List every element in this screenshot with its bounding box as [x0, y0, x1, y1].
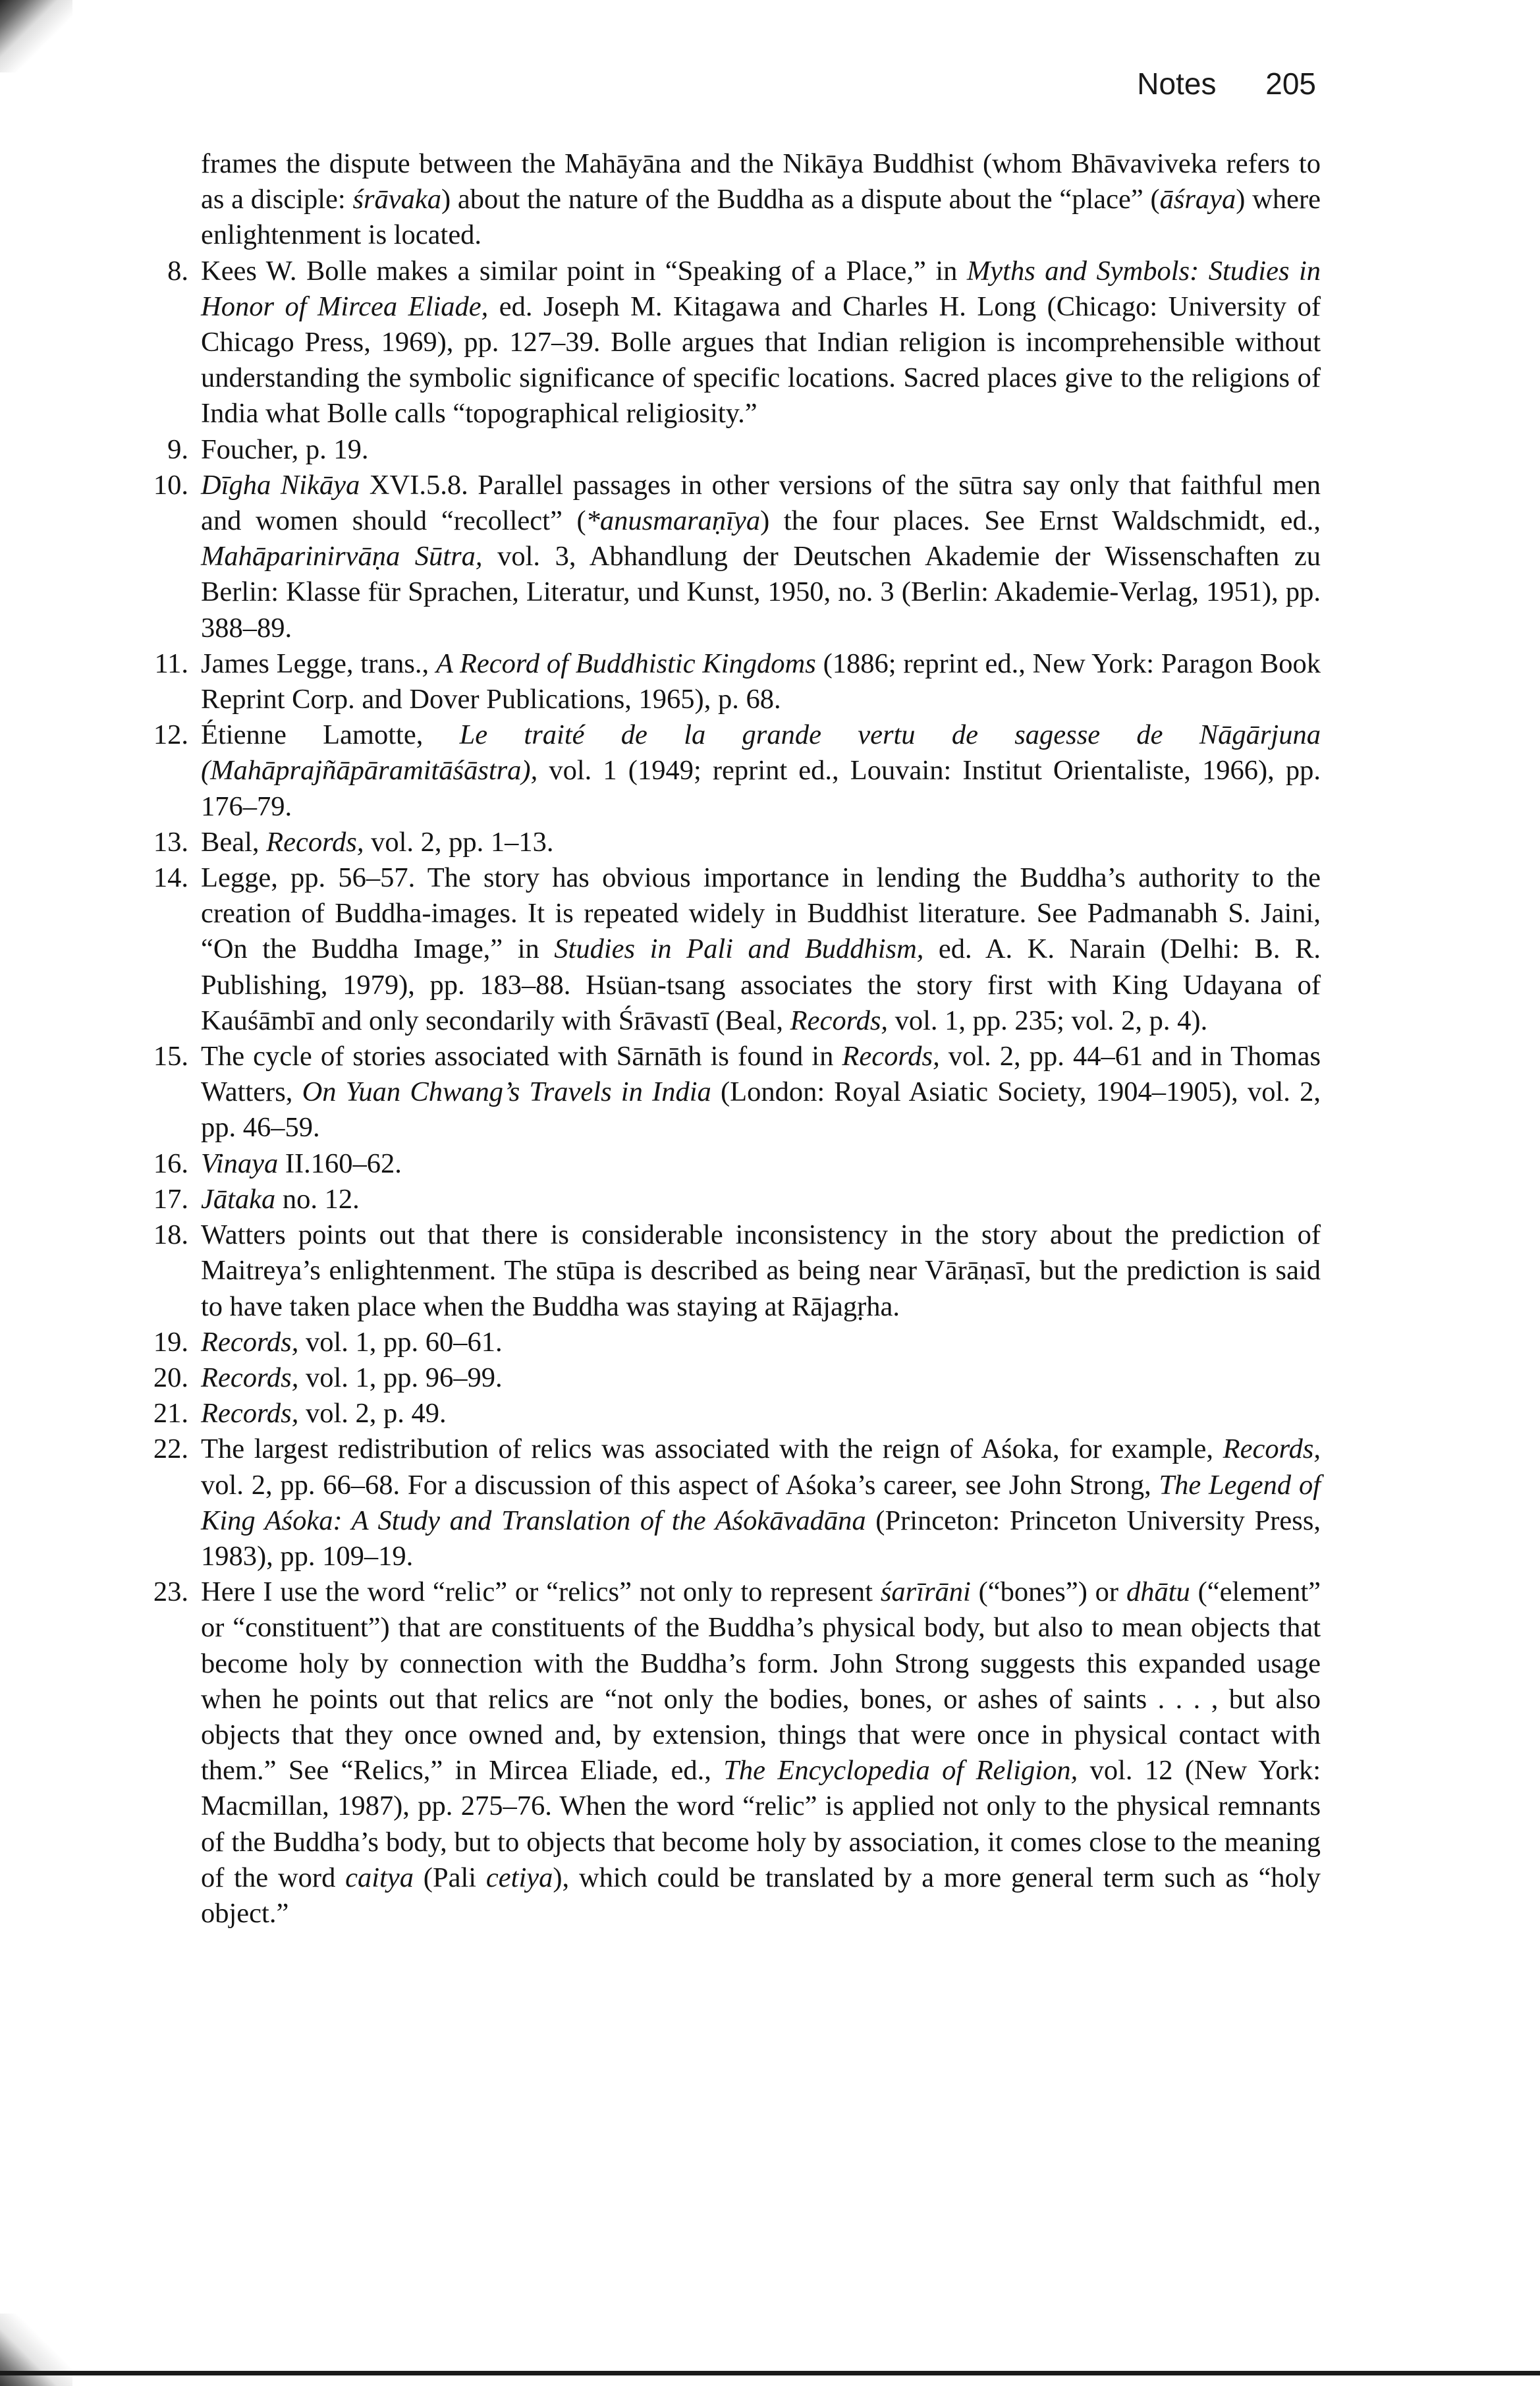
text-run: vol. 2, pp. 44–61 and in Thomas Watters, — [201, 1041, 1321, 1108]
text-run: (London: Royal Asiatic Society, 1904–1905), vol. 2, pp. 46–59. — [201, 1076, 1321, 1144]
italic-text: The Encyclopedia of Religion, — [723, 1755, 1078, 1787]
text-run: (Princeton: Princeton University Press, 1983), pp. 109–19. — [201, 1505, 1321, 1572]
note-number: 22. — [153, 1433, 188, 1465]
italic-text: Dīgha Nikāya — [201, 469, 360, 501]
note-item — [125, 825, 1321, 860]
italic-text: śarīrāni — [880, 1576, 971, 1608]
note-item — [125, 1039, 1321, 1146]
note-number: 11. — [154, 648, 188, 679]
text-run: no. 12. — [275, 1183, 360, 1215]
note-number: 13. — [153, 826, 188, 858]
page-number: 205 — [1265, 67, 1316, 101]
note-item — [125, 468, 1321, 646]
text-run: vol. 1, pp. 60–61. — [298, 1326, 503, 1358]
note-item — [125, 1217, 1321, 1325]
text-run: vol. 2, pp. 66–68. For a discussion of this aspect of Aśoka’s career, see John Strong, — [201, 1469, 1159, 1501]
text-run: ) where enlightenment is located. — [201, 184, 1321, 251]
note-item — [125, 254, 1321, 432]
italic-text: Records, — [842, 1041, 940, 1072]
note-continuation — [125, 146, 1321, 254]
text-run: (Pali — [413, 1862, 486, 1893]
note-number: 20. — [153, 1362, 188, 1393]
note-number: 8. — [167, 255, 188, 287]
italic-text: The Legend of King Aśoka: A Study and Translation of the Aśokāvadāna — [201, 1469, 1321, 1536]
text-run: Watters points out that there is considerable inconsistency in the story about the prediction of Maitreya’s enlightenment. The stūpa is described as being near Vārāṇasī, but the prediction is said to have taken place when the Buddha was staying at Rājagṛha. — [201, 1219, 1321, 1322]
scan-shadow-top-left — [0, 0, 72, 72]
note-item — [125, 1182, 1321, 1217]
text-run: vol. 2, p. 49. — [298, 1398, 447, 1429]
text-run: frames the dispute between the Mahāyāna and the Nikāya Buddhist (whom Bhāvaviveka refers to as a disciple: — [201, 148, 1321, 215]
text-run: ) about the nature of the Buddha as a dispute about the “place” ( — [441, 184, 1160, 215]
text-run: ed. A. K. Narain (Delhi: B. R. Publishing, 1979), pp. 183–88. Hsüan-tsang associates the story first with King Udayana of Kauśāmbī and only secondarily with Śrāvastī (Beal, — [201, 933, 1321, 1036]
text-run: vol. 1 (1949; reprint ed., Louvain: Institut Orientaliste, 1966), pp. 176–79. — [201, 755, 1321, 822]
note-number: 21. — [153, 1398, 188, 1429]
text-run: ), which could be translated by a more general term such as “holy object.” — [201, 1862, 1321, 1929]
note-item — [125, 1431, 1321, 1574]
note-item — [125, 1146, 1321, 1182]
italic-text: Myths and Symbols: Studies in Honor of Mircea Eliade, — [201, 255, 1321, 322]
note-number: 19. — [153, 1326, 188, 1358]
italic-text: Vinaya — [201, 1148, 279, 1179]
text-run: Here I use the word “relic” or “relics” not only to represent — [201, 1576, 881, 1608]
note-item — [125, 1574, 1321, 1931]
text-run: James Legge, trans., — [201, 648, 436, 679]
text-run: vol. 12 (New York: Macmillan, 1987), pp. 275–76. When the word “relic” is applied not only to the physical remnants of the Buddha’s body, but to objects that become holy by association, it comes close to the meaning of the word — [201, 1755, 1321, 1893]
text-run: The cycle of stories associated with Sārnāth is found in — [201, 1041, 842, 1072]
italic-text: A Record of Buddhistic Kingdoms — [435, 648, 816, 679]
italic-text: Records, — [1223, 1433, 1321, 1465]
note-number: 16. — [153, 1148, 188, 1179]
text-run: (“bones”) or — [970, 1576, 1126, 1608]
italic-text: Records, — [201, 1362, 299, 1393]
note-item — [125, 432, 1321, 468]
italic-text: cetiya — [485, 1862, 553, 1893]
italic-text: Records, — [790, 1005, 888, 1036]
italic-text: caitya — [345, 1862, 414, 1893]
note-item — [125, 717, 1321, 825]
note-number: 10. — [153, 469, 188, 501]
text-run: Legge, pp. 56–57. The story has obvious importance in lending the Buddha’s authority to the creation of Buddha-images. It is repeated widely in Buddhist literature. See Padmanabh S. Jaini, “On the Buddha Image,” in — [201, 862, 1321, 965]
italic-text: Records, — [201, 1326, 299, 1358]
text-run: XVI.5.8. Parallel passages in other versions of the sūtra say only that faithful men and women should “recollect” ( — [201, 469, 1321, 537]
note-number: 17. — [153, 1183, 188, 1215]
note-number: 14. — [153, 862, 188, 894]
text-run: Kees W. Bolle makes a similar point in “Speaking of a Place,” in — [201, 255, 967, 287]
text-run: Étienne Lamotte, — [201, 719, 460, 751]
text-run: vol. 2, pp. 1–13. — [364, 826, 554, 858]
note-item — [125, 1325, 1321, 1360]
text-run: ed. Joseph M. Kitagawa and Charles H. Long (Chicago: University of Chicago Press, 1969), pp. 127–39. Bolle argues that Indian religion is incomprehensible without understanding the symbolic significance of specific locations. Sacred places give to the religions of India what Bolle calls “topographical religiosity.” — [201, 291, 1321, 430]
text-run: (1886; reprint ed., New York: Paragon Book Reprint Corp. and Dover Publications, 1965), p. 68. — [201, 648, 1321, 715]
note-number: 15. — [153, 1041, 188, 1072]
italic-text: *anusmaraṇīya — [586, 505, 761, 537]
text-run: II.160–62. — [278, 1148, 402, 1179]
italic-text: Records, — [201, 1398, 299, 1429]
italic-text: Jātaka — [201, 1183, 276, 1215]
italic-text: Le traité de la grande vertu de sagesse de Nāgārjuna (Mahāprajñāpāramitāśāstra), — [201, 719, 1321, 787]
note-item — [125, 1360, 1321, 1396]
text-run: Beal, — [201, 826, 267, 858]
text-run: Foucher, p. 19. — [201, 433, 369, 465]
italic-text: On Yuan Chwang’s Travels in India — [302, 1076, 711, 1108]
text-run: The largest redistribution of relics was associated with the reign of Aśoka, for example, — [201, 1433, 1223, 1465]
italic-text: Studies in Pali and Buddhism, — [554, 933, 924, 965]
italic-text: śrāvaka — [352, 184, 442, 215]
text-run: vol. 1, pp. 235; vol. 2, p. 4). — [888, 1005, 1208, 1036]
text-run: (“element” or “constituent”) that are constituents of the Buddha’s physical body, but also to mean objects that become holy by connection with the Buddha’s form. John Strong suggests this expanded usage when he points out that relics are “not only the bodies, bones, or ashes of saints . . . , but also objects that they once owned and, by extension, things that were once in physical contact with them.” See “Relics,” in Mircea Eliade, ed., — [201, 1576, 1321, 1787]
note-number: 9. — [167, 433, 188, 465]
note-number: 12. — [153, 719, 188, 751]
note-number: 23. — [153, 1576, 188, 1608]
italic-text: dhātu — [1126, 1576, 1190, 1608]
text-run: vol. 3, Abhandlung der Deutschen Akademie der Wissenschaften zu Berlin: Klasse für Sprachen, Literatur, und Kunst, 1950, no. 3 (Berlin: Akademie-Verlag, 1951), pp. 388–89. — [201, 541, 1321, 644]
italic-text: Mahāparinirvāṇa Sūtra, — [201, 541, 483, 572]
scan-edge-line — [0, 2371, 1540, 2375]
note-item — [125, 1396, 1321, 1431]
notes-body — [125, 146, 1321, 1931]
note-item — [125, 646, 1321, 717]
italic-text: āśraya — [1159, 184, 1236, 215]
text-run: ) the four places. See Ernst Waldschmidt, ed., — [760, 505, 1321, 537]
running-head-title: Notes — [1137, 67, 1217, 101]
note-number: 18. — [153, 1219, 188, 1251]
text-run: vol. 1, pp. 96–99. — [298, 1362, 503, 1393]
running-head — [1137, 66, 1316, 101]
italic-text: Records, — [266, 826, 364, 858]
note-item — [125, 860, 1321, 1039]
